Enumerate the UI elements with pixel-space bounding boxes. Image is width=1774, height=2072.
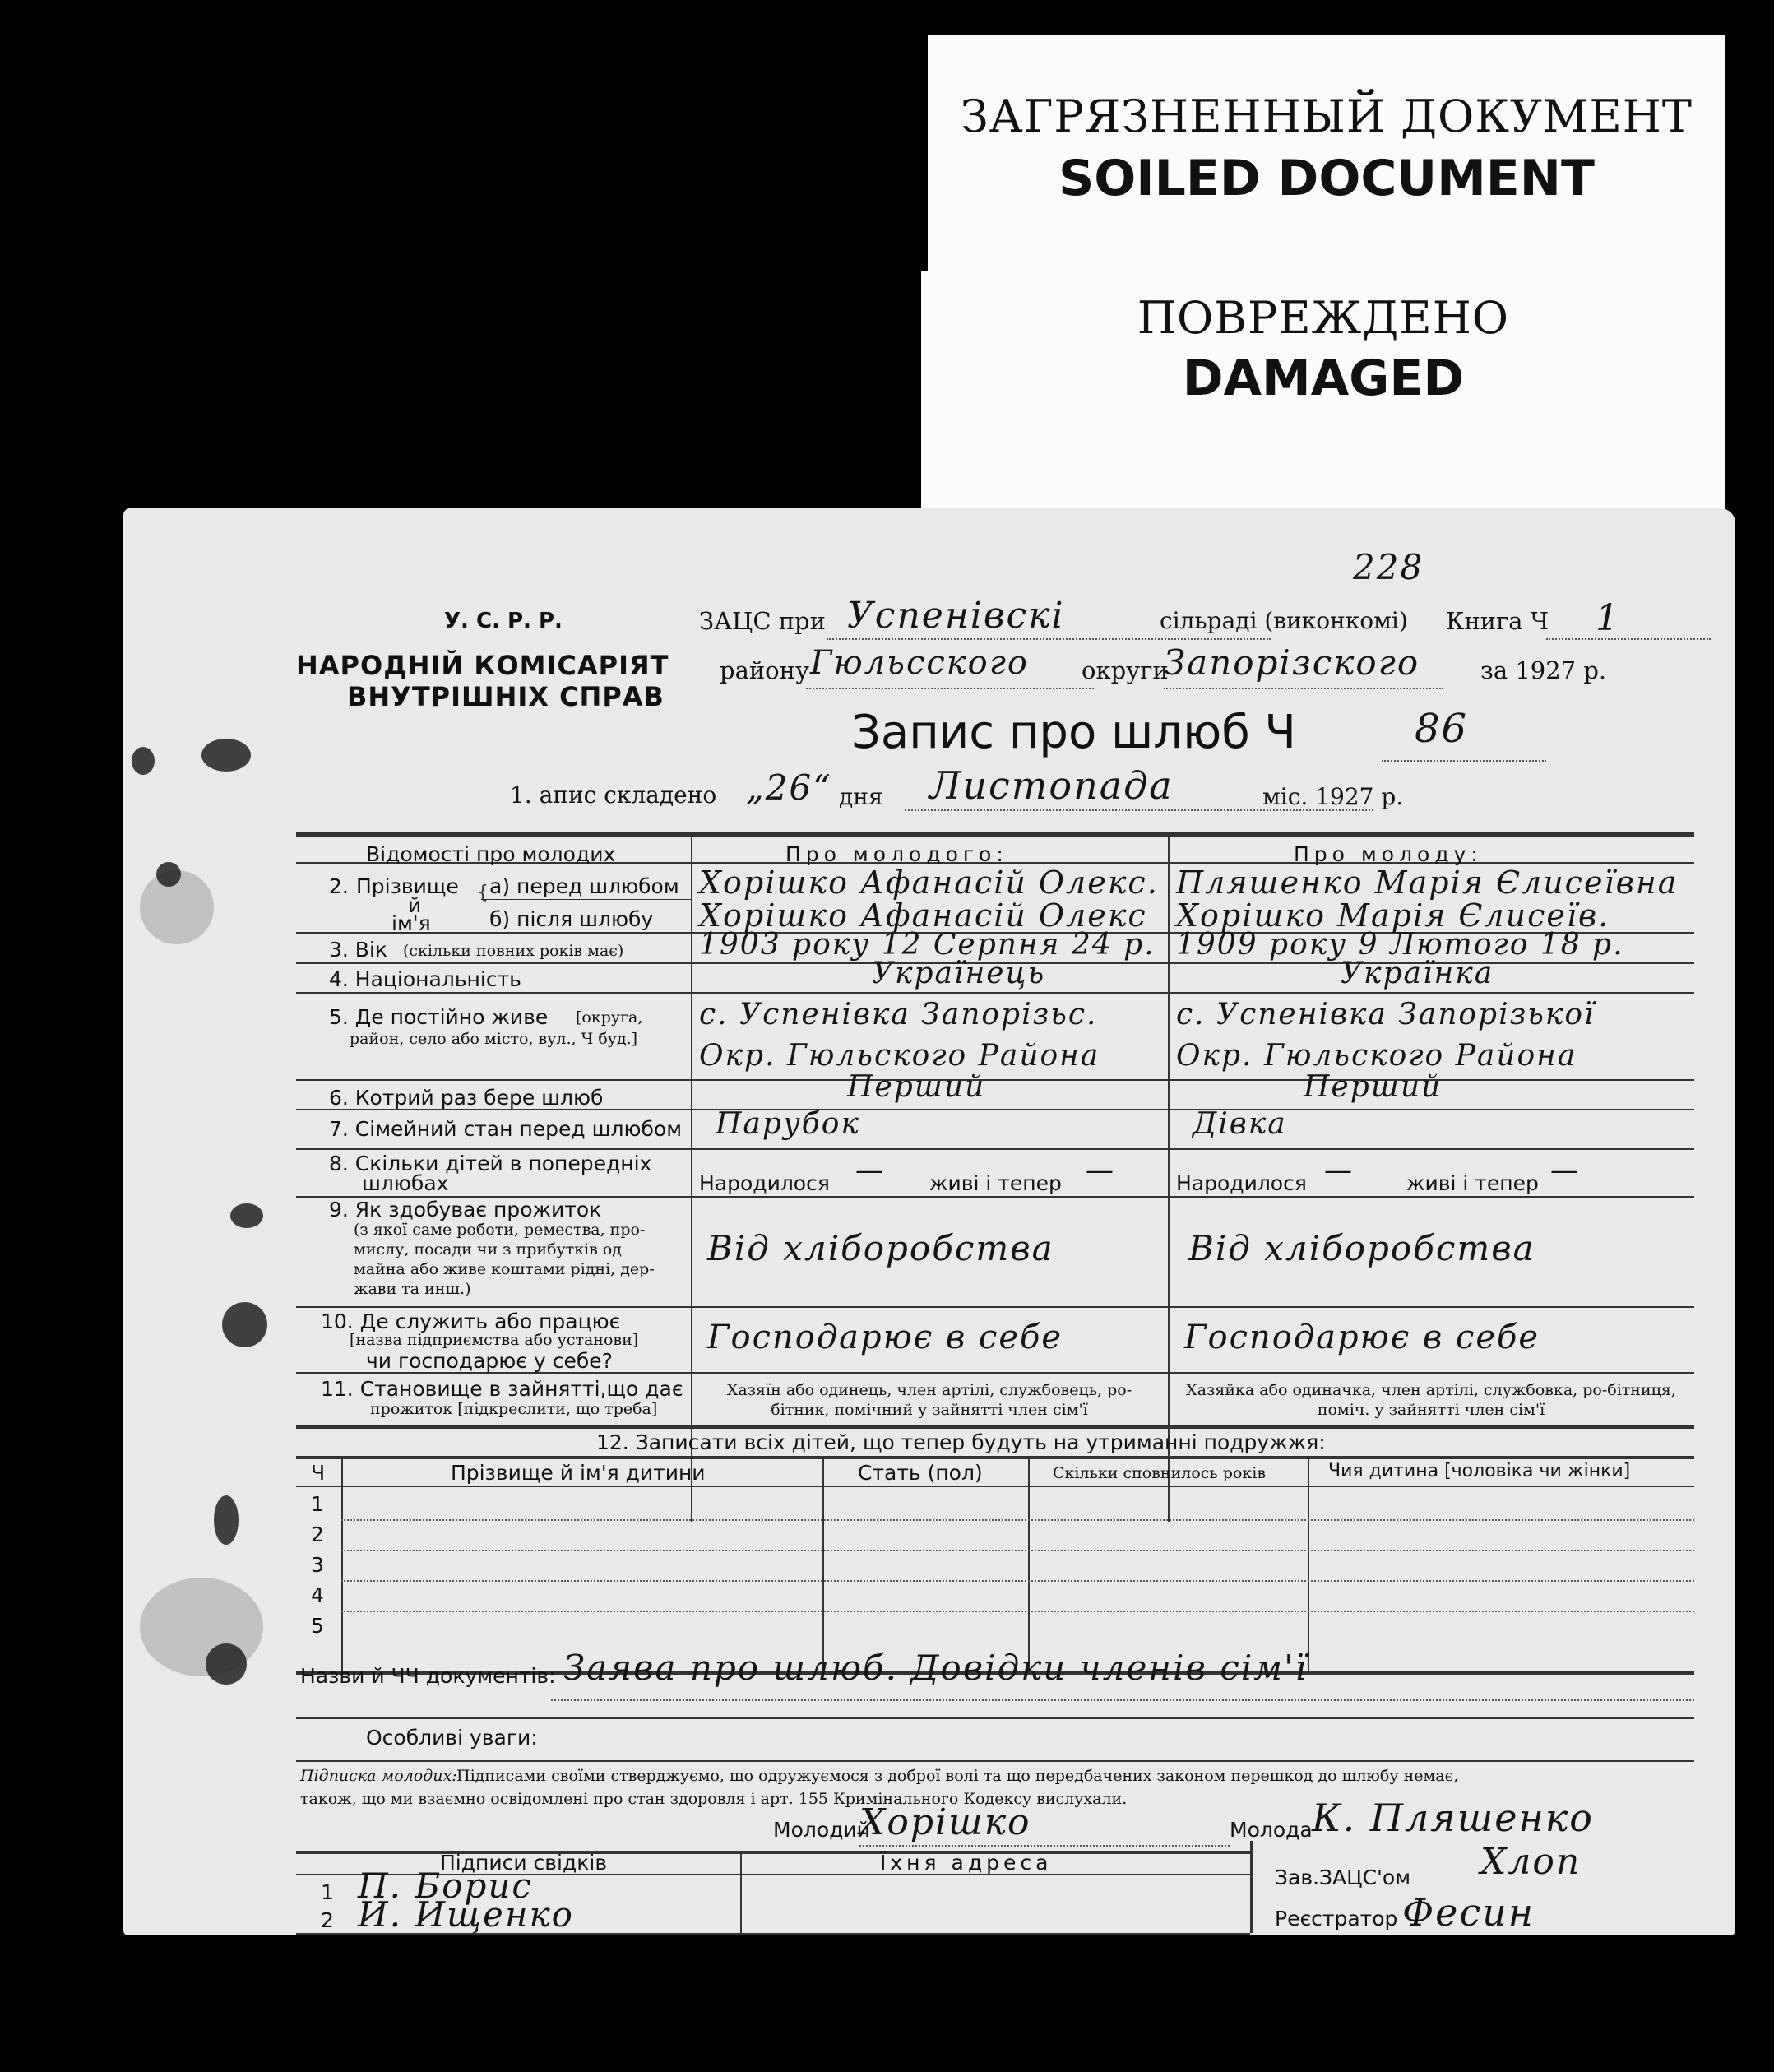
row2-label: Прізвище <box>356 874 459 898</box>
col-bride-header: Про молоду: <box>1294 842 1483 866</box>
raion-label: району <box>720 656 810 684</box>
marriage-record-form: 228 У. С. Р. Р. НАРОДНІЙ КОМІСАРІЯТ ВНУТРІШНІХ СПРАВ ЗАЦС при Успенівскі сільраді (виконкомі) Книга Ч 1 району Гюльсского округи Запорізского за 1927 р. Запис про шлюб Ч 86 1. апис складено „26“ дня Листопада міс. 1927 р. Відомості про молодих Про молодого: Про молоду: 2. Прізвище й ім'я { а) перед шлюбом б) після шлюбу Хорішко Афанасій Олекс. Хорішко Афанасій Олекс Пляшенко Марія Єлисеївна Хорішко Марія Єлисеїв. 3. Вік (скільки повних років має) 1903 року 12 Серпня 24 р. 1909 року 9 Лютого 18 р. 4. Національність Українець Українка 5. Де постійно живе [округа, район, село або місто, вул., Ч буд.] с. Успенівка Запорізьс. Окр. Гюльского Района с. Успенівка Запорізької Окр. Гюльского Района 6. Котрий раз бере шлюб Перший Перший 7. Сімейний стан перед шлюбом Парубок Дівка 8. Скільки дітей в попередніх шлюбах Народилося — живі і тепер — Народилося — живі і тепер — 9. Як здобуває прожиток (з якої саме роботи, ремества, про- мислу, посади чи з прибутків од майна або живе коштами рідні, дер- жави та инш.) Від хліборобства Від хліборобства 10. Де служить або працює [назва підприємства або установи] чи господарює у себе? Господарює в себе Господарює в себе 11. Становище в зайнятті,що дає прожиток [підкреслити, що треба] Хазяїн або одинець, член артілі, службовець, ро-бітник, помічний у зайнятті член сім'ї Хазяйка або одиначка, член артілі, службовка, ро-бітниця, поміч. у зайнятті член сім'ї 12. Записати всіх дітей, що тепер будуть на утриманні подружжя: Ч Прізвище й ім'я дитини Стать (пол) Скільки сповнилось років Чия дитина [чоловіка чи жінки] 1 2 3 4 5 Назви й ЧЧ документів: Заява про шлюб. Довідки членів сім'ї Особливі уваги: Підписка молодих: Підписами своїми стверджуємо, що одружуємося з доброї волі та що передбачених законом перешкод до шлюбу немає, також, що ми взаємно освідомлені про стан здоровля і арт. 155 Кримінального Кодексу вислухали. Молодий Хорішко Молода К. Пляшенко Підписи свідків Їхня адреса 1 П. Борис 2 И. Ищенко Зав.ЗАЦС'ом Хлоп Реєстратор Фесин <box>123 508 1735 1935</box>
ink-stain <box>222 1302 267 1347</box>
ink-stain <box>201 739 251 772</box>
row2b-label: б) після шлюбу <box>489 907 654 931</box>
bride-nationality: Українка <box>1341 957 1494 990</box>
row9-note-4: жави та инш.) <box>354 1280 471 1298</box>
children-col-num: Ч <box>311 1461 326 1485</box>
soiled-label-en: SOILED DOCUMENT <box>1058 150 1595 207</box>
bride-name-before: Пляшенко Марія Єлисеївна <box>1176 864 1679 901</box>
bride-sign-label: Молода <box>1230 1818 1313 1842</box>
bride-born-label: Народилося <box>1176 1171 1307 1195</box>
col-info-header: Відомості про молодих <box>366 842 616 866</box>
ink-stain <box>156 862 181 887</box>
children-title: 12. Записати всіх дітей, що тепер будуть на утриманні подружжя: <box>596 1430 1326 1454</box>
year-text: за 1927 р. <box>1480 656 1607 684</box>
statement-line-1: Підписами своїми стверджуємо, що одружуємося з доброї волі та що передбачених законом перешкод до шлюбу немає, <box>456 1767 1459 1785</box>
groom-signature: Хорішко <box>859 1801 1031 1843</box>
bride-marriage-count: Перший <box>1304 1070 1443 1104</box>
documents-value: Заява про шлюб. Довідки членів сім'ї <box>563 1648 1308 1688</box>
child-row-number: 5 <box>311 1614 324 1638</box>
date-month: Листопада <box>929 763 1174 808</box>
row9-note-3: майна або живе коштами рідні, дер- <box>354 1260 655 1278</box>
child-row-number: 1 <box>311 1492 324 1516</box>
damaged-label-ru: ПОВРЕЖДЕНО <box>1137 292 1510 344</box>
bride-age: 1909 року 9 Лютого 18 р. <box>1176 928 1624 962</box>
statement-heading: Підписка молодих: <box>300 1767 457 1785</box>
groom-address-1: с. Успенівка Запорізьс. <box>699 998 1098 1031</box>
groom-marriage-count: Перший <box>847 1070 986 1104</box>
ink-stain <box>230 1203 263 1228</box>
bride-family-status: Дівка <box>1193 1107 1287 1141</box>
row9-label: 9. Як здобуває прожиток <box>329 1198 602 1221</box>
children-col-name: Прізвище й ім'я дитини <box>451 1461 706 1485</box>
book-prefix: Книга Ч <box>1446 607 1549 635</box>
groom-born-count: — <box>855 1154 885 1187</box>
witnesses-col-address: Їхня адреса <box>880 1851 1053 1875</box>
child-row-number: 3 <box>311 1553 324 1577</box>
row2-num: 2. <box>329 874 349 898</box>
okruga-value: Запорізского <box>1164 642 1420 683</box>
groom-nationality: Українець <box>872 957 1046 990</box>
ink-stain <box>214 1495 239 1545</box>
children-col-whose: Чия дитина [чоловіка чи жінки] <box>1328 1461 1631 1481</box>
bride-name-after: Хорішко Марія Єлисеїв. <box>1176 897 1610 934</box>
child-row-number: 2 <box>311 1523 324 1546</box>
bride-signature: К. Пляшенко <box>1312 1796 1594 1840</box>
groom-living-source: Від хліборобства <box>707 1228 1054 1268</box>
witness1-signature: П. Борис <box>358 1866 533 1906</box>
groom-born-label: Народилося <box>699 1171 830 1195</box>
documents-label: Назви й ЧЧ документів: <box>300 1664 556 1688</box>
head-label: Зав.ЗАЦС'ом <box>1275 1866 1411 1889</box>
date-suffix: міс. 1927 р. <box>1262 783 1404 810</box>
registrar-signature: Фесин <box>1402 1890 1535 1935</box>
witnesses-col-sign: Підписи свідків <box>440 1851 608 1875</box>
zags-prefix: ЗАЦС при <box>699 607 826 635</box>
row2a-label: а) перед шлюбом <box>489 874 679 898</box>
row11-label: 11. Становище в зайнятті,що дає <box>321 1377 683 1401</box>
date-day-label: дня <box>839 783 883 810</box>
witness2-num: 2 <box>321 1908 334 1932</box>
commissariat-line2: ВНУТРІШНІХ СПРАВ <box>347 681 665 712</box>
bride-born-count: — <box>1324 1154 1354 1187</box>
soiled-document-label <box>928 35 1725 273</box>
damaged-label-en: DAMAGED <box>1182 350 1465 407</box>
row2-label-and: й <box>408 893 422 917</box>
zags-value: Успенівскі <box>847 595 1065 637</box>
row7-label: 7. Сімейний стан перед шлюбом <box>329 1117 683 1141</box>
groom-address-2: Окр. Гюльского Района <box>699 1039 1100 1073</box>
witness2-signature: И. Ищенко <box>358 1894 574 1935</box>
groom-alive-label: живі і тепер <box>929 1171 1062 1195</box>
remarks-label: Особливі уваги: <box>366 1726 538 1750</box>
book-value: 1 <box>1596 597 1620 639</box>
damaged-label <box>921 271 1725 514</box>
groom-family-status: Парубок <box>716 1107 860 1141</box>
row9-note-1: (з якої саме роботи, ремества, про- <box>354 1221 646 1239</box>
child-row-number: 4 <box>311 1583 324 1607</box>
row5-label: 5. Де постійно живе <box>329 1005 549 1029</box>
row5-note1: [округа, <box>576 1008 643 1027</box>
row2-label-name: ім'я <box>391 911 431 935</box>
bride-address-2: Окр. Гюльского Района <box>1176 1039 1577 1073</box>
okruga-label: округи <box>1082 656 1169 684</box>
children-col-age: Скільки сповнилось років <box>1053 1464 1267 1482</box>
row10-label: 10. Де служить або працює <box>321 1309 621 1333</box>
ussr-heading: У. С. Р. Р. <box>444 609 563 633</box>
bride-alive-count: — <box>1550 1154 1580 1187</box>
groom-alive-count: — <box>1086 1154 1115 1187</box>
row3-note: (скільки повних років має) <box>403 942 624 960</box>
ink-stain <box>206 1643 247 1685</box>
soiled-label-ru: ЗАГРЯЗНЕННЫЙ ДОКУМЕНТ <box>961 90 1693 142</box>
bride-alive-label: живі і тепер <box>1406 1171 1539 1195</box>
row11-note: прожиток [підкреслити, що треба] <box>370 1400 658 1418</box>
page-title: Запис про шлюб Ч <box>851 706 1296 759</box>
row10-note-2: чи господарює у себе? <box>366 1349 613 1373</box>
row8-label-2: шлюбах <box>362 1171 449 1195</box>
row10-note-1: [назва підприємства або установи] <box>350 1331 639 1349</box>
groom-status-options: Хазяїн або одинець, член артілі, службовець, ро-бітник, помічний у зайнятті член сім'ї <box>726 1381 1132 1419</box>
record-number: 86 <box>1415 706 1469 752</box>
statement-line-2: також, що ми взаємно освідомлені про стан здоровля і арт. 155 Кримінального Кодексу вислухали. <box>300 1790 1128 1808</box>
raion-value: Гюльсского <box>810 644 1030 682</box>
page-number: 228 <box>1353 547 1424 587</box>
row3-label: 3. Вік <box>329 938 387 962</box>
groom-sign-label: Молодий <box>773 1818 870 1842</box>
row5-note2: район, село або місто, вул., Ч буд.] <box>350 1030 638 1048</box>
silrada-label: сільраді (виконкомі) <box>1160 607 1408 634</box>
date-day: „26“ <box>746 767 832 808</box>
bride-address-1: с. Успенівка Запорізької <box>1176 998 1596 1031</box>
groom-work: Господарює в себе <box>707 1319 1063 1356</box>
row8-label: 8. Скільки дітей в попередніх <box>329 1152 652 1175</box>
row6-label: 6. Котрий раз бере шлюб <box>329 1086 604 1110</box>
ink-stain <box>132 747 155 775</box>
registrar-label: Реєстратор <box>1275 1907 1398 1931</box>
row9-note-2: мислу, посади чи з прибутків од <box>354 1240 622 1258</box>
commissariat-line1: НАРОДНІЙ КОМІСАРІЯТ <box>296 650 669 681</box>
groom-age: 1903 року 12 Серпня 24 р. <box>699 928 1156 962</box>
bride-living-source: Від хліборобства <box>1188 1228 1535 1268</box>
children-col-sex: Стать (пол) <box>858 1461 983 1485</box>
head-signature: Хлоп <box>1480 1841 1582 1883</box>
groom-name-before: Хорішко Афанасій Олекс. <box>699 864 1159 901</box>
date-prefix: 1. апис складено <box>510 781 717 809</box>
bride-status-options: Хазяйка або одиначка, член артілі, службовка, ро-бітниця, поміч. у зайнятті член сім'ї <box>1186 1381 1676 1419</box>
bride-work: Господарює в себе <box>1184 1319 1540 1356</box>
witness1-num: 1 <box>321 1880 334 1904</box>
groom-name-after: Хорішко Афанасій Олекс <box>699 897 1147 934</box>
col-groom-header: Про молодого: <box>785 842 1008 866</box>
row4-label: 4. Національність <box>329 967 521 991</box>
